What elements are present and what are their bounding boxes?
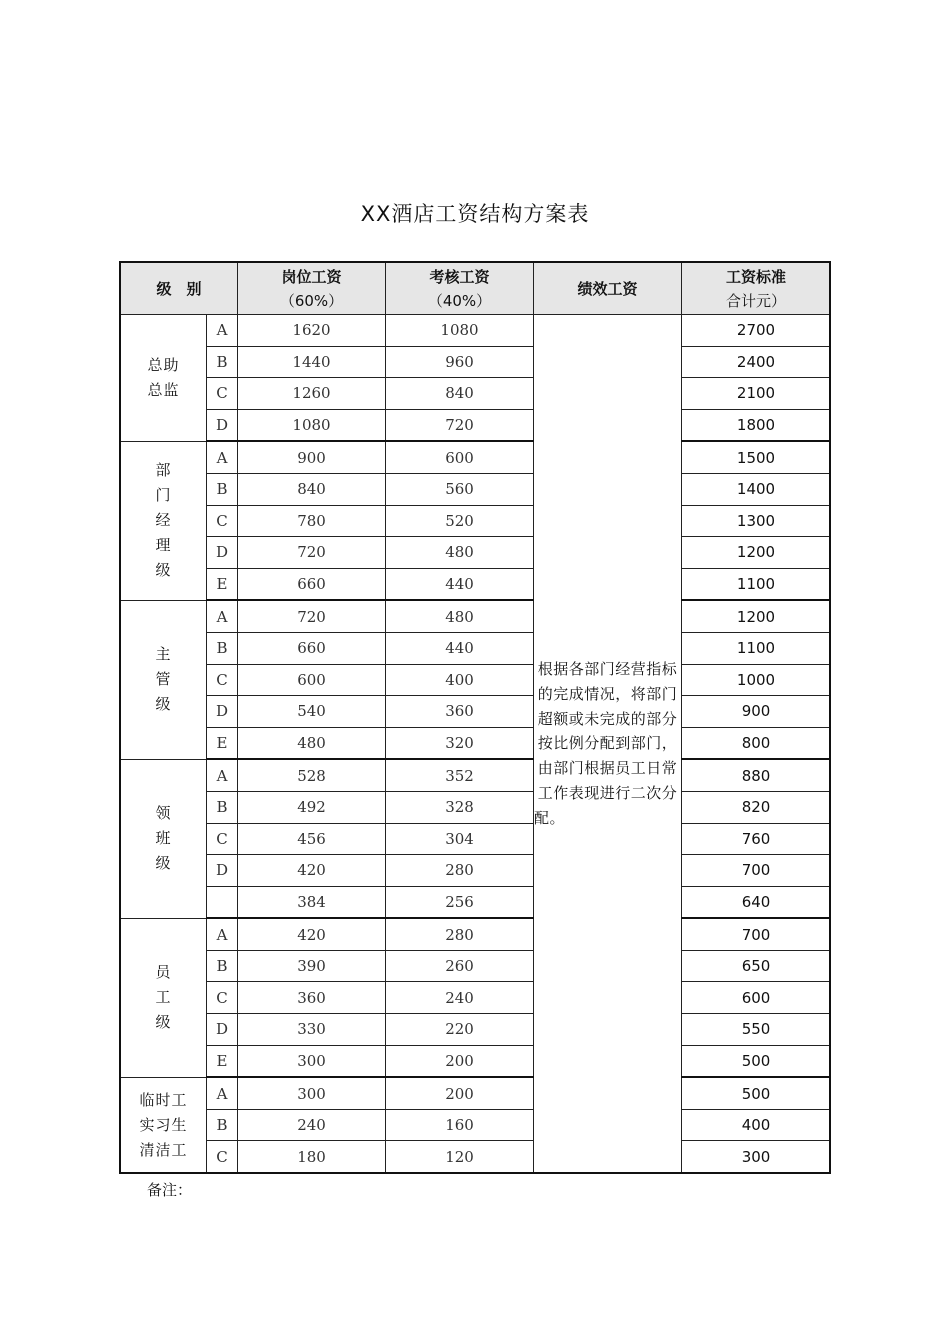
total-wage-cell: 760 (682, 823, 831, 855)
table-row (121, 632, 831, 664)
level-name-cell (121, 918, 207, 1077)
level-name-cell (121, 1077, 207, 1173)
total-wage-cell: 650 (682, 950, 831, 982)
table-row (121, 918, 831, 950)
post-wage-cell: 780 (238, 505, 386, 537)
total-wage-cell: 500 (682, 1077, 831, 1109)
table-row (121, 346, 831, 378)
grade-cell: B (207, 346, 238, 378)
grade-cell: E (207, 568, 238, 600)
level-name-line: 班 (155, 829, 172, 848)
post-wage-cell: 540 (238, 696, 386, 728)
post-wage-cell: 420 (238, 855, 386, 887)
level-name-line: 部 (155, 461, 172, 480)
grade-cell: A (207, 1077, 238, 1109)
post-wage-cell: 528 (238, 759, 386, 791)
assess-wage-cell: 280 (386, 918, 534, 950)
total-wage-cell: 1200 (682, 600, 831, 632)
assess-wage-cell: 960 (386, 346, 534, 378)
table-row (121, 823, 831, 855)
assess-wage-cell: 600 (386, 441, 534, 473)
header-post-wage-line2: （60%） (279, 291, 344, 310)
assess-wage-cell: 360 (386, 696, 534, 728)
grade-cell: B (207, 473, 238, 505)
post-wage-cell: 240 (238, 1109, 386, 1141)
assess-wage-cell: 560 (386, 473, 534, 505)
total-wage-cell: 800 (682, 727, 831, 759)
level-name-line: 经 (155, 511, 172, 530)
wage-structure-table (120, 262, 831, 1174)
post-wage-cell: 300 (238, 1045, 386, 1077)
table-row (121, 696, 831, 728)
assess-wage-cell: 352 (386, 759, 534, 791)
table-row (121, 886, 831, 918)
header-row (121, 263, 831, 315)
post-wage-cell: 300 (238, 1077, 386, 1109)
header-post-wage (238, 263, 386, 315)
table-row (121, 600, 831, 632)
post-wage-cell: 384 (238, 886, 386, 918)
grade-cell: A (207, 600, 238, 632)
total-wage-cell: 700 (682, 855, 831, 887)
post-wage-cell: 840 (238, 473, 386, 505)
assess-wage-cell: 200 (386, 1045, 534, 1077)
level-name-line: 管 (155, 670, 172, 689)
post-wage-cell: 480 (238, 727, 386, 759)
table-row (121, 409, 831, 441)
grade-cell: C (207, 505, 238, 537)
grade-cell: B (207, 791, 238, 823)
table-row (121, 727, 831, 759)
header-total-line1: 工资标准 (726, 267, 787, 286)
total-wage-cell: 1200 (682, 537, 831, 569)
grade-cell: A (207, 918, 238, 950)
assess-wage-cell: 440 (386, 568, 534, 600)
post-wage-cell: 720 (238, 537, 386, 569)
post-wage-cell: 660 (238, 632, 386, 664)
table-row (121, 568, 831, 600)
total-wage-cell: 2700 (682, 315, 831, 347)
post-wage-cell: 1620 (238, 315, 386, 347)
assess-wage-cell: 256 (386, 886, 534, 918)
table-row (121, 378, 831, 410)
level-name-line: 员 (155, 963, 172, 982)
assess-wage-cell: 480 (386, 600, 534, 632)
table-row (121, 505, 831, 537)
total-wage-cell: 1400 (682, 473, 831, 505)
post-wage-cell: 600 (238, 664, 386, 696)
level-name-cell (121, 759, 207, 918)
assess-wage-cell: 304 (386, 823, 534, 855)
grade-cell: A (207, 441, 238, 473)
assess-wage-cell: 720 (386, 409, 534, 441)
total-wage-cell: 600 (682, 982, 831, 1014)
perf-wage-note: 根据各部门经营指标的完成情况，将部门超额或未完成的部分按比例分配到部门，由部门根据员工日常工作表现进行二次分配。 (534, 315, 682, 1174)
table-row (121, 315, 831, 347)
level-name-line: 级 (155, 695, 172, 714)
level-name-cell (121, 441, 207, 600)
header-assess-wage-line1: 考核工资 (429, 267, 490, 286)
assess-wage-cell: 440 (386, 632, 534, 664)
total-wage-cell: 500 (682, 1045, 831, 1077)
level-name-line: 实习生 (139, 1115, 188, 1134)
header-assess-wage-line2: （40%） (427, 291, 492, 310)
total-wage-cell: 1300 (682, 505, 831, 537)
post-wage-cell: 660 (238, 568, 386, 600)
post-wage-cell: 390 (238, 950, 386, 982)
header-perf-wage: 绩效工资 (534, 263, 682, 315)
grade-cell: D (207, 409, 238, 441)
total-wage-cell: 1100 (682, 632, 831, 664)
grade-cell: A (207, 315, 238, 347)
level-name-line: 临时工 (139, 1090, 188, 1109)
post-wage-cell: 900 (238, 441, 386, 473)
table-row (121, 982, 831, 1014)
grade-cell: C (207, 1141, 238, 1173)
table-row (121, 791, 831, 823)
header-total-line2: 合计元） (726, 291, 787, 310)
post-wage-cell: 456 (238, 823, 386, 855)
assess-wage-cell: 160 (386, 1109, 534, 1141)
level-name-line: 总监 (147, 380, 180, 399)
grade-cell: C (207, 982, 238, 1014)
assess-wage-cell: 200 (386, 1077, 534, 1109)
grade-cell: E (207, 727, 238, 759)
grade-cell: B (207, 950, 238, 982)
table-row (121, 441, 831, 473)
total-wage-cell: 1500 (682, 441, 831, 473)
level-name-line: 主 (155, 645, 172, 664)
grade-cell: D (207, 696, 238, 728)
table-row (121, 1109, 831, 1141)
total-wage-cell: 550 (682, 1014, 831, 1046)
total-wage-cell: 900 (682, 696, 831, 728)
grade-cell: A (207, 759, 238, 791)
assess-wage-cell: 220 (386, 1014, 534, 1046)
grade-cell: B (207, 1109, 238, 1141)
post-wage-cell: 420 (238, 918, 386, 950)
assess-wage-cell: 400 (386, 664, 534, 696)
level-name-line: 级 (155, 1013, 172, 1032)
post-wage-cell: 720 (238, 600, 386, 632)
total-wage-cell: 1800 (682, 409, 831, 441)
assess-wage-cell: 480 (386, 537, 534, 569)
table-row (121, 664, 831, 696)
post-wage-cell: 1080 (238, 409, 386, 441)
post-wage-cell: 360 (238, 982, 386, 1014)
total-wage-cell: 400 (682, 1109, 831, 1141)
grade-cell: C (207, 378, 238, 410)
level-name-line: 门 (155, 486, 172, 505)
table-row (121, 950, 831, 982)
table-row (121, 1141, 831, 1173)
assess-wage-cell: 240 (386, 982, 534, 1014)
assess-wage-cell: 328 (386, 791, 534, 823)
post-wage-cell: 330 (238, 1014, 386, 1046)
assess-wage-cell: 260 (386, 950, 534, 982)
table-row (121, 537, 831, 569)
header-assess-wage (386, 263, 534, 315)
total-wage-cell: 2400 (682, 346, 831, 378)
level-name-line: 理 (155, 536, 172, 555)
level-name-line: 领 (155, 804, 172, 823)
total-wage-cell: 2100 (682, 378, 831, 410)
total-wage-cell: 820 (682, 791, 831, 823)
total-wage-cell: 700 (682, 918, 831, 950)
level-name-line: 工 (155, 988, 172, 1007)
level-name-line: 级 (155, 561, 172, 580)
grade-cell (207, 886, 238, 918)
post-wage-cell: 1440 (238, 346, 386, 378)
grade-cell: C (207, 823, 238, 855)
post-wage-cell: 180 (238, 1141, 386, 1173)
total-wage-cell: 640 (682, 886, 831, 918)
post-wage-cell: 1260 (238, 378, 386, 410)
assess-wage-cell: 280 (386, 855, 534, 887)
table-row (121, 473, 831, 505)
assess-wage-cell: 840 (386, 378, 534, 410)
total-wage-cell: 1000 (682, 664, 831, 696)
grade-cell: C (207, 664, 238, 696)
level-name-line: 级 (155, 854, 172, 873)
total-wage-cell: 1100 (682, 568, 831, 600)
table-row (121, 1077, 831, 1109)
grade-cell: D (207, 1014, 238, 1046)
grade-cell: B (207, 632, 238, 664)
header-post-wage-line1: 岗位工资 (281, 267, 342, 286)
level-name-line: 清洁工 (139, 1140, 188, 1159)
level-name-cell (121, 600, 207, 759)
table-body (121, 315, 831, 1174)
grade-cell: D (207, 855, 238, 887)
level-name-line: 总助 (147, 355, 180, 374)
level-name-cell (121, 315, 207, 442)
table-row (121, 1014, 831, 1046)
assess-wage-cell: 120 (386, 1141, 534, 1173)
assess-wage-cell: 320 (386, 727, 534, 759)
post-wage-cell: 492 (238, 791, 386, 823)
header-level: 级 别 (121, 263, 238, 315)
grade-cell: D (207, 537, 238, 569)
table-row (121, 1045, 831, 1077)
page-title: XX酒店工资结构方案表 (360, 202, 590, 226)
header-total (682, 263, 831, 315)
table-row (121, 855, 831, 887)
total-wage-cell: 880 (682, 759, 831, 791)
assess-wage-cell: 1080 (386, 315, 534, 347)
total-wage-cell: 300 (682, 1141, 831, 1173)
grade-cell: E (207, 1045, 238, 1077)
assess-wage-cell: 520 (386, 505, 534, 537)
table-row (121, 759, 831, 791)
remark-label: 备注： (147, 1181, 193, 1199)
